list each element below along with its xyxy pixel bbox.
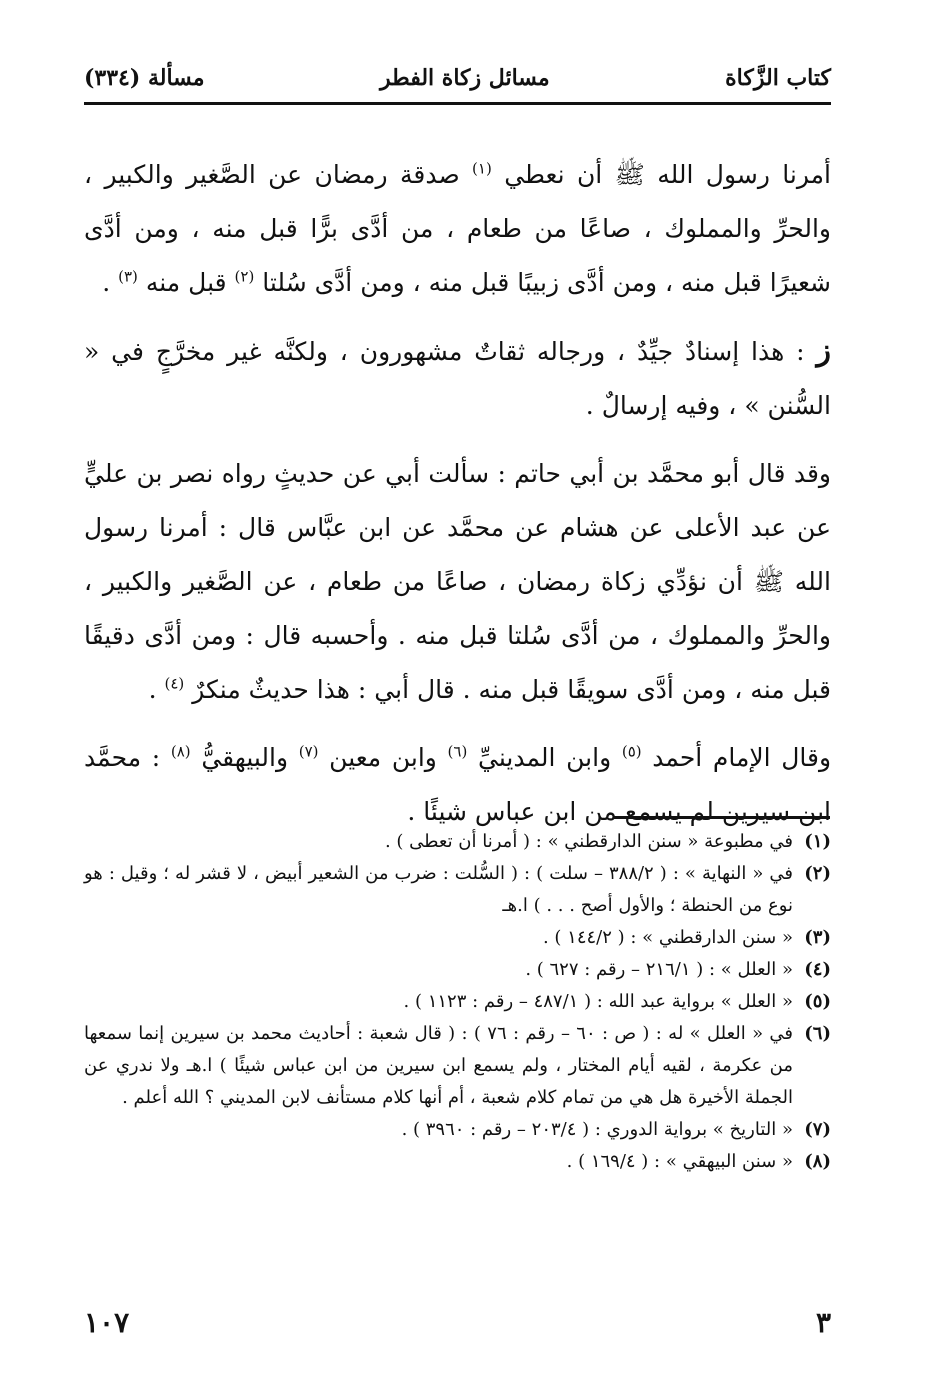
main-text: [84, 148, 831, 853]
footnote-text: « العلل » برواية عبد الله : ( ٤٨٧/١ – رقم : ١١٢٣ ) .: [403, 991, 793, 1012]
footnote-text: في مطبوعة « سنن الدارقطني » : ( أمرنا أن تعطى ) .: [384, 831, 793, 852]
footnote-ref-6: (٦): [447, 742, 468, 761]
footnote-number: (٢): [804, 863, 831, 884]
p1-text-b: صدقة رمضان عن الصَّغير والكبير ، والحرِّ والمملوك ، صاعًا من طعام ، من أدَّى برًّا قبل منه ، ومن أدَّى شعيرًا قبل منه ، ومن أدَّى زبيبًا قبل منه ، ومن أدَّى سُلتا: [84, 160, 831, 297]
footnote-text: « العلل » : ( ٢١٦/١ – رقم : ٦٢٧ ) .: [525, 959, 793, 980]
paragraph-1: [84, 148, 831, 310]
footnote-7: [84, 1114, 831, 1146]
header-rule: [84, 102, 831, 105]
p1-text-c: قبل منه: [145, 268, 227, 297]
footnote-5: [84, 986, 831, 1018]
page-number: ١٠٧: [84, 1306, 130, 1339]
volume-number: ٣: [815, 1306, 831, 1339]
book-title: كتاب الزَّكاة: [725, 65, 831, 91]
p4-text-c: وابن معين: [329, 743, 437, 772]
p1-text-d: .: [102, 268, 111, 297]
footnote-text: « سنن الدارقطني » : ( ١٤٤/٢ ) .: [542, 927, 793, 948]
footnote-3: [84, 922, 831, 954]
footnote-text: « التاريخ » برواية الدوري : ( ٢٠٣/٤ – رقم : ٣٩٦٠ ) .: [401, 1119, 793, 1140]
footnote-4: [84, 954, 831, 986]
footnote-ref-7: (٧): [298, 742, 319, 761]
footnote-number: (٨): [804, 1151, 831, 1172]
footnote-8: [84, 1146, 831, 1178]
footnote-ref-2: (٢): [234, 267, 255, 286]
footnote-number: (٦): [804, 1023, 831, 1044]
chapter-title: مسائل زكاة الفطر: [380, 65, 550, 91]
footnote-ref-4: (٤): [164, 674, 185, 693]
page-footer: [84, 1306, 831, 1339]
p2-text: : هذا إسنادٌ جيِّدٌ ، ورجاله ثقاتٌ مشهورون ، ولكنَّه غير مخرَّجٍ في « السُّنن » ، وفيه إرسالٌ .: [84, 337, 831, 420]
paragraph-2: [84, 324, 831, 433]
footnote-separator: [614, 816, 830, 819]
footnote-2: [84, 858, 831, 922]
footnote-6: [84, 1018, 831, 1114]
footnote-number: (٥): [804, 991, 831, 1012]
footnote-1: [84, 826, 831, 858]
p4-text-b: وابن المدينيِّ: [478, 743, 612, 772]
footnote-ref-1: (١): [472, 159, 492, 178]
p3-text-b: .: [148, 675, 157, 704]
footnote-ref-5: (٥): [621, 742, 642, 761]
p4-text-d: والبيهقيُّ: [201, 743, 289, 772]
footnote-number: (٤): [804, 959, 831, 980]
footnote-ref-8: (٨): [170, 742, 191, 761]
p1-text-a: أمرنا رسول الله ﷺ أن نعطي: [504, 160, 831, 189]
footnote-text: في « العلل » له : ( ص : ٦٠ – رقم : ٧٦ ) : ( قال شعبة : أحاديث محمد بن سيرين إنما سمعها من عكرمة ، لقيه أيام المختار ، ولم يسمع ابن سيرين من ابن عباس شيئًا ) ا.هـ ولا ندري عن الجملة الأخيرة هل هي من تمام كلام شعبة ، أم أنها كلام مستأنف لابن المديني ؟ الله أعلم .: [84, 1023, 794, 1108]
paragraph-3: [84, 447, 831, 717]
p4-text-e: : محمَّد ابن سيرين لم يسمع من ابن عباس شيئًا .: [84, 743, 831, 826]
footnotes: [84, 826, 831, 1178]
footnote-number: (١): [804, 831, 831, 852]
footnote-ref-3: (٣): [118, 267, 138, 286]
footnote-number: (٣): [804, 927, 831, 948]
footnote-number: (٧): [804, 1119, 831, 1140]
p4-text-a: وقال الإمام أحمد: [652, 743, 832, 772]
p3-text-a: وقد قال أبو محمَّد بن أبي حاتم : سألت أبي عن حديثٍ رواه نصر بن عليٍّ عن عبد الأعلى عن هشام عن محمَّد عن ابن عبَّاس قال : أمرنا رسول الله ﷺ أن نؤدِّي زكاة رمضان ، صاعًا من طعام ، عن الصَّغير والكبير ، والحرِّ والمملوك ، من أدَّى سُلتا قبل منه . وأحسبه قال : ومن أدَّى دقيقًا قبل منه ، ومن أدَّى سويقًا قبل منه . قال أبي : هذا حديثٌ منكرٌ: [84, 459, 831, 704]
author-mark: ز: [816, 333, 831, 368]
footnote-text: « سنن البيهقي » : ( ١٦٩/٤ ) .: [566, 1151, 793, 1172]
footnote-text: في « النهاية » : ( ٣٨٨/٢ – سلت ) : ( السُّلت : ضرب من الشعير أبيض ، لا قشر له ؛ وقيل : هو نوع من الحنطة ؛ والأول أصح . . . ) ا.هـ: [84, 863, 793, 916]
issue-number: مسألة (٣٣٤): [84, 65, 205, 91]
paragraph-4: [84, 731, 831, 839]
running-header: [84, 56, 831, 100]
